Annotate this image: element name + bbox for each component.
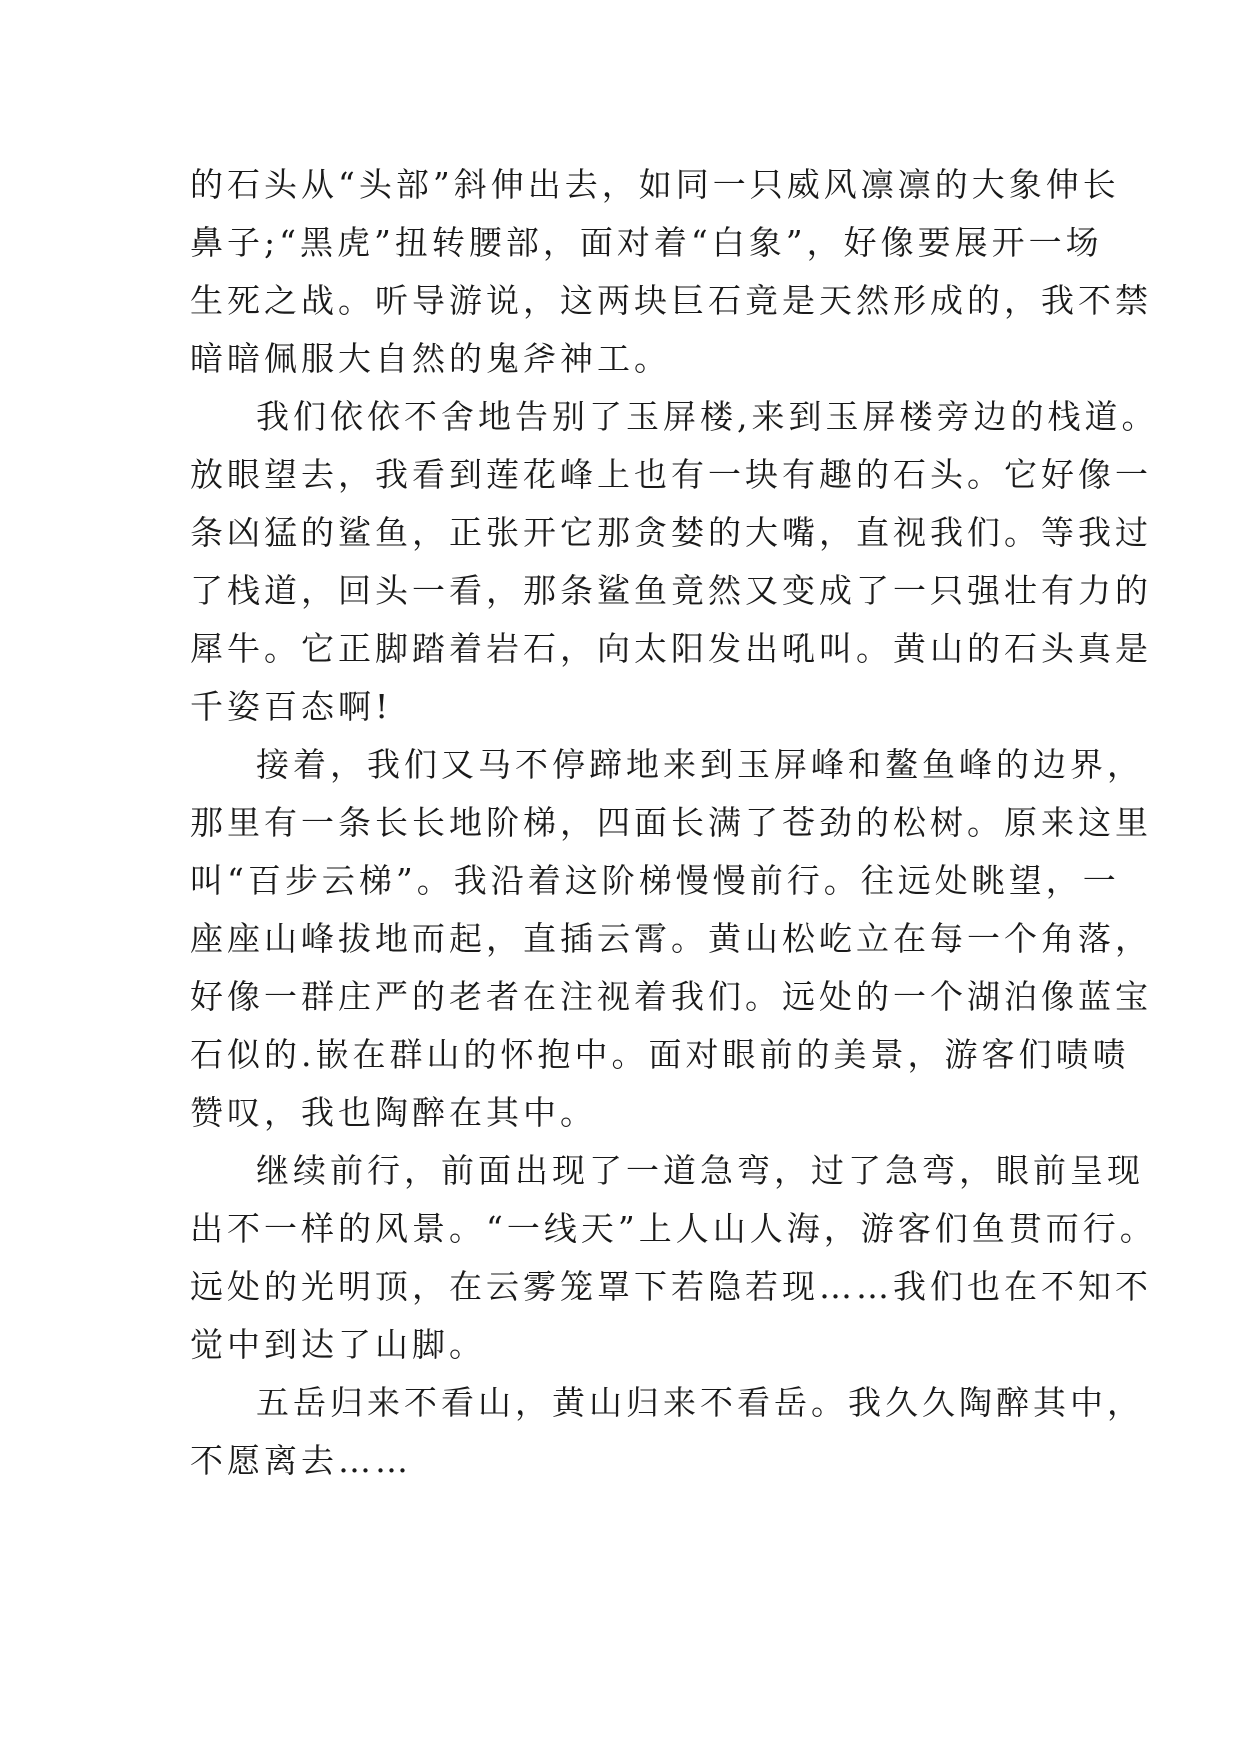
text-line: 五岳归来不看山，黄山归来不看岳。我久久陶醉其中， — [256, 1383, 1144, 1422]
paragraph — [190, 1374, 1144, 1490]
text-line: 远处的光明顶，在云雾笼罩下若隐若现……我们也在不知不 — [190, 1267, 1152, 1306]
text-line: 生死之战。听导游说，这两块巨石竟是天然形成的，我不禁 — [190, 281, 1152, 320]
paragraph — [190, 1142, 1157, 1374]
text-line: 犀牛。它正脚踏着岩石，向太阳发出吼叫。黄山的石头真是 — [190, 629, 1152, 668]
paragraph — [190, 736, 1152, 1142]
text-line: 座座山峰拔地而起，直插云霄。黄山松屹立在每一个角落， — [190, 919, 1152, 958]
text-line: 我们依依不舍地告别了玉屏楼,来到玉屏楼旁边的栈道。 — [256, 397, 1159, 436]
text-line: 不愿离去…… — [190, 1441, 412, 1480]
text-line: 了栈道，回头一看，那条鲨鱼竟然又变成了一只强壮有力的 — [190, 571, 1152, 610]
text-line: 那里有一条长长地阶梯，四面长满了苍劲的松树。原来这里 — [190, 803, 1152, 842]
text-line: 石似的.嵌在群山的怀抱中。面对眼前的美景，游客们啧啧 — [190, 1035, 1130, 1074]
text-line: 好像一群庄严的老者在注视着我们。远处的一个湖泊像蓝宝 — [190, 977, 1152, 1016]
text-line: 的石头从“头部”斜伸出去，如同一只威风凛凛的大象伸长 — [190, 165, 1120, 204]
text-line: 叫“百步云梯”。我沿着这阶梯慢慢前行。往远处眺望，一 — [190, 861, 1120, 900]
text-line: 出不一样的风景。“一线天”上人山人海，游客们鱼贯而行。 — [190, 1209, 1157, 1248]
text-line: 暗暗佩服大自然的鬼斧神工。 — [190, 339, 671, 378]
text-line: 继续前行，前面出现了一道急弯，过了急弯，眼前呈现 — [256, 1151, 1144, 1190]
text-line: 鼻子;“黑虎”扭转腰部，面对着“白象”，好像要展开一场 — [190, 223, 1103, 262]
text-line: 千姿百态啊! — [190, 687, 393, 726]
text-line: 接着，我们又马不停蹄地来到玉屏峰和鳌鱼峰的边界， — [256, 745, 1144, 784]
text-line: 赞叹，我也陶醉在其中。 — [190, 1093, 597, 1132]
text-line: 条凶猛的鲨鱼，正张开它那贪婪的大嘴，直视我们。等我过 — [190, 513, 1152, 552]
paragraph — [190, 156, 1152, 388]
text-line: 觉中到达了山脚。 — [190, 1325, 486, 1364]
document-body — [190, 156, 1159, 1490]
paragraph — [190, 388, 1159, 736]
text-line: 放眼望去，我看到莲花峰上也有一块有趣的石头。它好像一 — [190, 455, 1152, 494]
